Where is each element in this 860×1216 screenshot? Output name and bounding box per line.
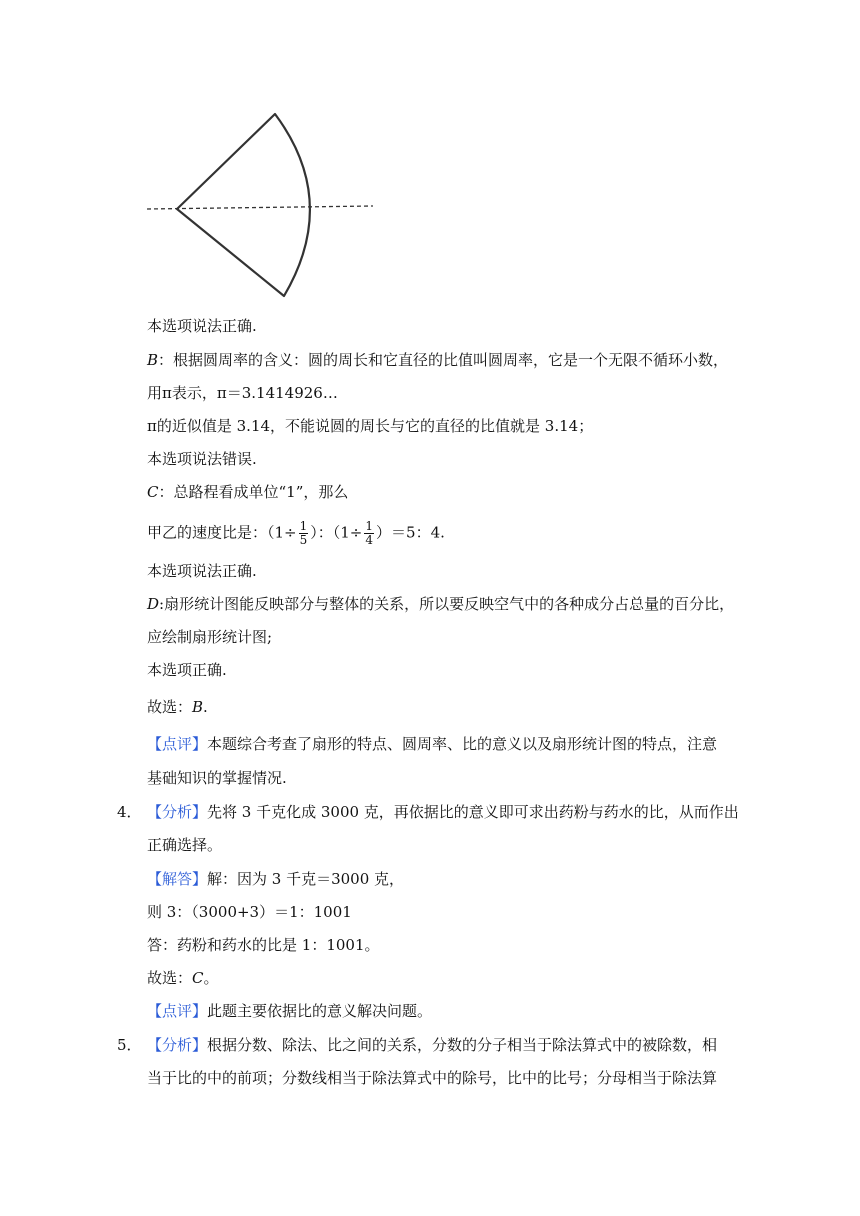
- choice-prefix: 故选：: [147, 969, 193, 987]
- text-line: 本选项正确.: [147, 661, 227, 679]
- choice-line: [147, 968, 219, 988]
- comment-text: 此题主要依据比的意义解决问题。: [207, 1002, 433, 1020]
- ratio-text-mid: ）：（1÷: [310, 523, 363, 542]
- choice-answer: B: [192, 698, 204, 716]
- analysis-text: 根据分数、除法、比之间的关系，分数的分子相当于除法算式中的被除数，相: [207, 1036, 718, 1054]
- option-c-text: ：总路程看成单位“1”，那么: [158, 483, 349, 501]
- option-b-text: ：根据圆周率的含义：圆的周长和它直径的比值叫圆周率，它是一个无限不循环小数，: [158, 351, 729, 369]
- analysis-text: 先将 3 千克化成 3000 克，再依据比的意义即可求出药粉与药水的比，从而作出: [207, 803, 739, 821]
- comment-tag: 【点评】: [147, 735, 208, 753]
- comment-line: [147, 734, 717, 754]
- sector-shape: [177, 114, 310, 296]
- text-line: 本选项说法正确.: [147, 317, 257, 335]
- option-d-label: D: [147, 595, 160, 613]
- choice-line: [147, 697, 208, 717]
- ratio-text-post: ）＝5：4.: [376, 523, 445, 542]
- fraction-numerator: 1: [365, 519, 374, 533]
- sector-figure: [145, 106, 375, 306]
- text-line: 基础知识的掌握情况.: [147, 769, 287, 787]
- text-line: 当于比的中的前项；分数线相当于除法算式中的除号，比中的比号；分母相当于除法算: [147, 1069, 718, 1087]
- option-b-line: [147, 350, 728, 370]
- choice-answer: C: [192, 969, 204, 987]
- speed-ratio-line: [147, 520, 445, 547]
- option-b-label: B: [147, 351, 159, 369]
- comment-line: [147, 1001, 432, 1021]
- option-c-line: [147, 482, 348, 502]
- question-number: 5．: [117, 1036, 142, 1054]
- text-line: 答：药粉和药水的比是 1：1001。: [147, 936, 380, 954]
- analysis-line: [147, 802, 739, 822]
- fraction-one-fifth: [299, 520, 309, 547]
- answer-line: [147, 869, 404, 889]
- text-line: 正确选择。: [147, 836, 223, 854]
- option-d-line: [147, 594, 734, 614]
- choice-suffix: 。: [203, 969, 219, 987]
- answer-text: 解：因为 3 千克＝3000 克，: [207, 870, 405, 888]
- analysis-line: [147, 1035, 717, 1055]
- ratio-text-pre: 甲乙的速度比是：（1÷: [147, 523, 297, 542]
- analysis-tag: 【分析】: [147, 1036, 208, 1054]
- fraction-denominator: 5: [299, 533, 308, 547]
- text-line: π的近似值是 3.14，不能说圆的周长与它的直径的比值就是 3.14；: [147, 417, 594, 435]
- question-number: 4．: [117, 803, 142, 821]
- text-line: 用π表示，π＝3.1414926…: [147, 384, 338, 402]
- option-d-text: :扇形统计图能反映部分与整体的关系，所以要反映空气中的各种成分占总量的百分比，: [159, 595, 735, 613]
- analysis-tag: 【分析】: [147, 803, 208, 821]
- choice-prefix: 故选：: [147, 698, 193, 716]
- fraction-numerator: 1: [299, 519, 308, 533]
- text-line: 本选项说法正确.: [147, 562, 257, 580]
- comment-text: 本题综合考查了扇形的特点、圆周率、比的意义以及扇形统计图的特点，注意: [207, 735, 718, 753]
- text-line: 应绘制扇形统计图;: [147, 628, 273, 646]
- text-line: 本选项说法错误.: [147, 450, 257, 468]
- answer-tag: 【解答】: [147, 870, 208, 888]
- text-line: 则 3：（3000+3）＝1：1001: [147, 903, 352, 921]
- choice-suffix: .: [203, 698, 208, 716]
- comment-tag: 【点评】: [147, 1002, 208, 1020]
- fraction-denominator: 4: [365, 533, 374, 547]
- fraction-one-fourth: [364, 520, 374, 547]
- option-c-label: C: [147, 483, 159, 501]
